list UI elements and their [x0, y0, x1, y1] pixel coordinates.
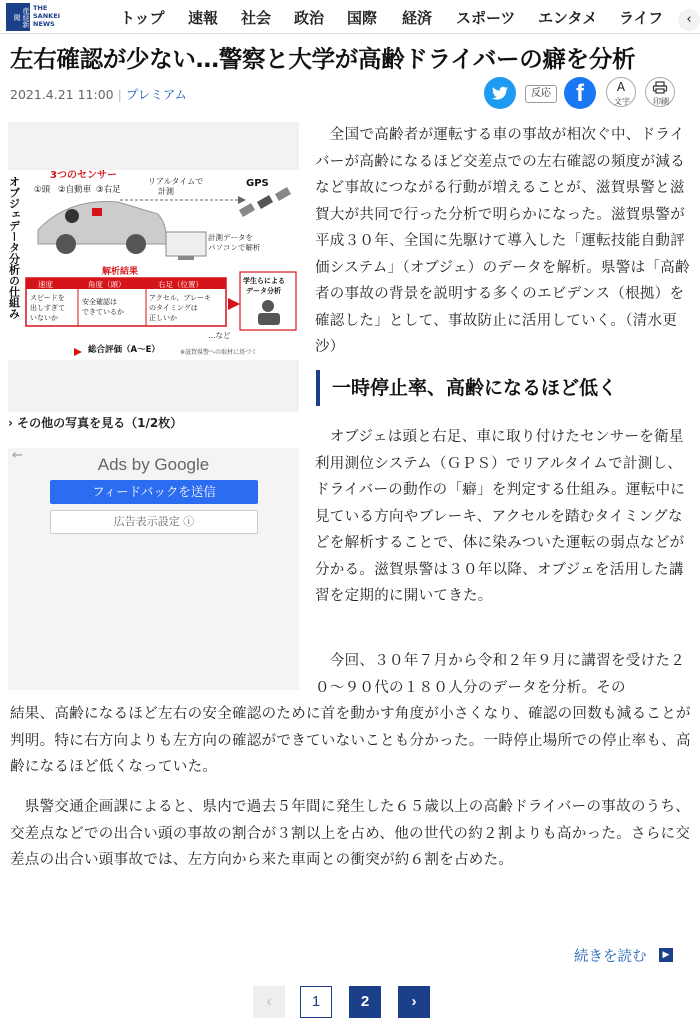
pagination-page-2[interactable]: 2 [349, 986, 381, 1018]
print-button[interactable] [645, 77, 675, 107]
col-speed: 速度 [38, 280, 53, 289]
pagination-next-button[interactable]: › [398, 986, 430, 1018]
measure-label: 計測 [158, 187, 174, 196]
ad-title: Ads by Google [97, 455, 210, 474]
nav-scroll-icon[interactable]: ‹ [678, 9, 700, 31]
play-arrow-icon[interactable]: ▶ [659, 948, 673, 962]
pagination-prev-button[interactable]: ‹ [253, 986, 285, 1018]
text-size-label: 文字 [614, 97, 630, 106]
google-ad [8, 448, 299, 690]
twitter-share-button[interactable] [484, 77, 516, 109]
more-photos-link[interactable] [8, 414, 182, 431]
pc-label-2: パソコンで解析 [208, 243, 261, 252]
sensor-foot: ③右足 [96, 185, 121, 195]
more-photos-label: その他の写真を見る（1/2枚） [17, 416, 183, 430]
nav-item-economy[interactable]: 経済 [402, 9, 433, 27]
article-paragraph-2: オブジェは頭と右足、車に取り付けたセンサーを衛星利用測位システム（ＧＰＳ）でリアルタイムで計測し、ドライバーの動作の「癖」を判定する仕組み。運転中に見ている方向やブレーキ、アクセルを踏むタイミングなどを解析することで、体に染みついた運転の弱点などが分かる。滋賀県警は３０年以降、オブジェを活用した講習を定期的に開いてきた。 [315, 429, 686, 604]
article-meta: 2021.4.21 11:00 | プレミアム [10, 87, 187, 102]
pc-label-1: 計測データを [208, 233, 253, 242]
cell-angle-2: できているか [82, 308, 124, 316]
continue-reading-link[interactable]: 続きを読む [574, 949, 647, 965]
satellite-icon [239, 187, 291, 217]
cell-speed-3: いないか [30, 314, 58, 322]
col-foot: 右足（位置） [158, 280, 203, 289]
nav-item-society[interactable]: 社会 [241, 9, 272, 27]
pagination-page-1[interactable]: 1 [300, 986, 332, 1018]
article-paragraph-3a: 今回、３０年７月から令和２年９月に講習を受けた２０〜９０代の１８０人分のデータを分析。その [315, 653, 685, 696]
ad-back-arrow-icon[interactable]: ← [12, 448, 23, 463]
print-label: 印刷 [653, 97, 669, 106]
text-size-button[interactable] [606, 77, 636, 107]
nav-item-entertainment[interactable]: エンタメ [538, 9, 598, 27]
gps-label: GPS [246, 178, 269, 189]
sensors-title: 3つのセンサー [50, 170, 117, 181]
article-date: 2021.4.21 11:00 [10, 87, 114, 102]
infographic-vertical-title: オブジェデータ分析の仕組み [8, 176, 21, 319]
col-angle: 角度（頭） [88, 280, 126, 289]
car-illustration [38, 202, 166, 254]
article-paragraph-1: 全国で高齢者が運転する車の事故が相次ぐ中、ドライバーが高齢になるほど交差点での左右確認の頻度が減るなど事故につながる行動が増えることが、滋賀県警と滋賀大が共同で行った分析で明らかになった。滋賀県警が平成３０年、全国に先駆けて導入した「運転技能自動評価システム」（オブジェ）のデータを解析。県警は「高齢者の事故の背景を説明する多くのエビデンス（根拠）を確認した」として、事故防止に活用していく。（清水更沙） [315, 127, 690, 355]
nav-item-sports[interactable]: スポーツ [456, 9, 516, 27]
facebook-share-button[interactable] [564, 77, 596, 109]
cell-foot-3: 正しいか [149, 314, 177, 322]
realtime-label: リアルタイムで [148, 177, 204, 186]
ad-feedback-button[interactable]: フィードバックを送信 [50, 480, 258, 504]
sankei-logo-en: THE SANKEI NEWS [33, 4, 61, 28]
eval-label: 総合評価（A〜E） [88, 345, 160, 355]
cell-foot-2: のタイミングは [149, 304, 198, 312]
cell-speed-2: 出しすぎて [30, 304, 65, 312]
sankei-logo[interactable]: 産経新聞 [6, 3, 30, 31]
student-label-1: 学生らによる [243, 277, 285, 285]
article-photo[interactable] [8, 122, 299, 412]
result-label: 解析結果 [102, 267, 139, 277]
article-paragraph-4: 県警交通企画課によると、県内で過去５年間に発生した６５歳以上の高齢ドライバーの事故のうち、交差点などでの出合い頭の事故の割合が３割以上を占め、他の世代の約２割よりも高かった。さらに交差点の出合い頭事故では、左方向から来た車両との衝突が約６割を占めた。 [10, 799, 691, 868]
nav-item-world[interactable]: 国際 [347, 9, 378, 27]
nav-item-life[interactable]: ライフ [619, 9, 664, 27]
computer-icon [166, 232, 206, 260]
student-label-2: データ分析 [246, 287, 281, 295]
cell-foot-1: アクセル、ブレーキ [149, 294, 211, 302]
source-note: ※滋賀県警への取材に基づく [180, 349, 258, 356]
react-count-button[interactable]: 反応 [525, 85, 557, 103]
cell-angle-1: 安全確認は [82, 298, 117, 306]
top-nav [0, 0, 700, 34]
nav-item-top[interactable]: トップ [120, 9, 165, 27]
section-heading: 一時停止率、高齢になるほど低く [316, 370, 696, 406]
printer-icon [652, 81, 668, 95]
sensor-head: ①頭 [34, 185, 51, 195]
article-title: 左右確認が少ない…警察と大学が高齢ドライバーの癖を分析 [10, 45, 636, 73]
cell-speed-1: スピードを [30, 294, 65, 302]
nav-item-breaking[interactable]: 速報 [188, 9, 219, 27]
nav-item-politics[interactable]: 政治 [294, 9, 325, 27]
article-paragraph-3b: 結果、高齢になるほど左右の安全確認のために首を動かす角度が小さくなり、確認の回数も減ることが判明。特に右方向よりも左方向の確認ができていないことも分かった。一時停止場所での停止率も、高齢になるほど低くなっていた。 [10, 706, 691, 775]
facebook-icon: f [576, 80, 584, 107]
twitter-bird-icon [484, 77, 516, 109]
sensor-car: ②自動車 [58, 185, 92, 195]
ad-settings-button[interactable]: 広告表示設定 ⓘ [50, 510, 258, 534]
etc-label: …など [208, 331, 231, 340]
chevron-right-icon: › [8, 416, 13, 430]
article-category-link[interactable]: プレミアム [125, 87, 187, 102]
infographic [8, 170, 299, 360]
text-size-icon: A [616, 80, 626, 94]
